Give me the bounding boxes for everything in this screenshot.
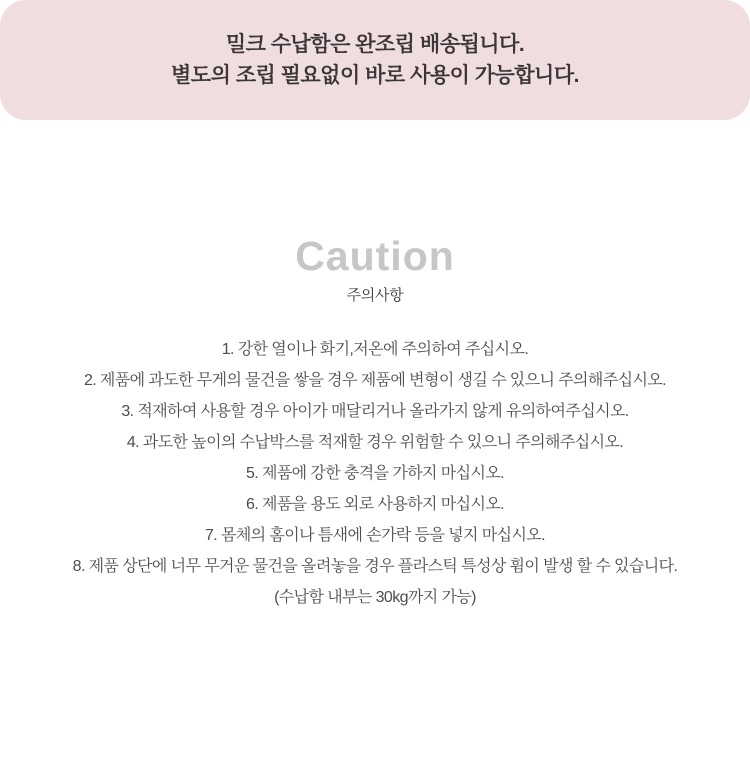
caution-item-1: 1. 강한 열이나 화기,저온에 주의하여 주십시오. — [221, 341, 529, 358]
assembly-notice-banner — [0, 0, 750, 120]
caution-list — [0, 334, 750, 613]
caution-item-2: 2. 제품에 과도한 무게의 물건을 쌓을 경우 제품에 변형이 생길 수 있으니 주의해주십시오. — [83, 372, 667, 389]
caution-item-4: 4. 과도한 높이의 수납박스를 적재할 경우 위험할 수 있으니 주의해주십시오. — [126, 434, 624, 451]
caution-item-7: 7. 몸체의 홈이나 틈새에 손가락 등을 넣지 마십시오. — [204, 527, 546, 544]
caution-heading: Caution — [295, 233, 455, 279]
banner-line-2: 별도의 조립 필요없이 바로 사용이 가능합니다. — [171, 64, 579, 87]
caution-item-6: 6. 제품을 용도 외로 사용하지 마십시오. — [245, 496, 505, 513]
caution-item-5: 5. 제품에 강한 충격을 가하지 마십시오. — [245, 465, 505, 482]
caution-capacity-note: (수납함 내부는 30kg까지 가능) — [274, 589, 476, 606]
caution-item-8: 8. 제품 상단에 너무 무거운 물건을 올려놓을 경우 플라스틱 특성상 휨이 발생 할 수 있습니다. — [72, 558, 678, 575]
caution-subheading: 주의사항 — [346, 287, 404, 304]
caution-item-3: 3. 적재하여 사용할 경우 아이가 매달리거나 올라가지 않게 유의하여주십시오. — [121, 403, 629, 420]
banner-line-1: 밀크 수납함은 완조립 배송됩니다. — [225, 33, 525, 56]
